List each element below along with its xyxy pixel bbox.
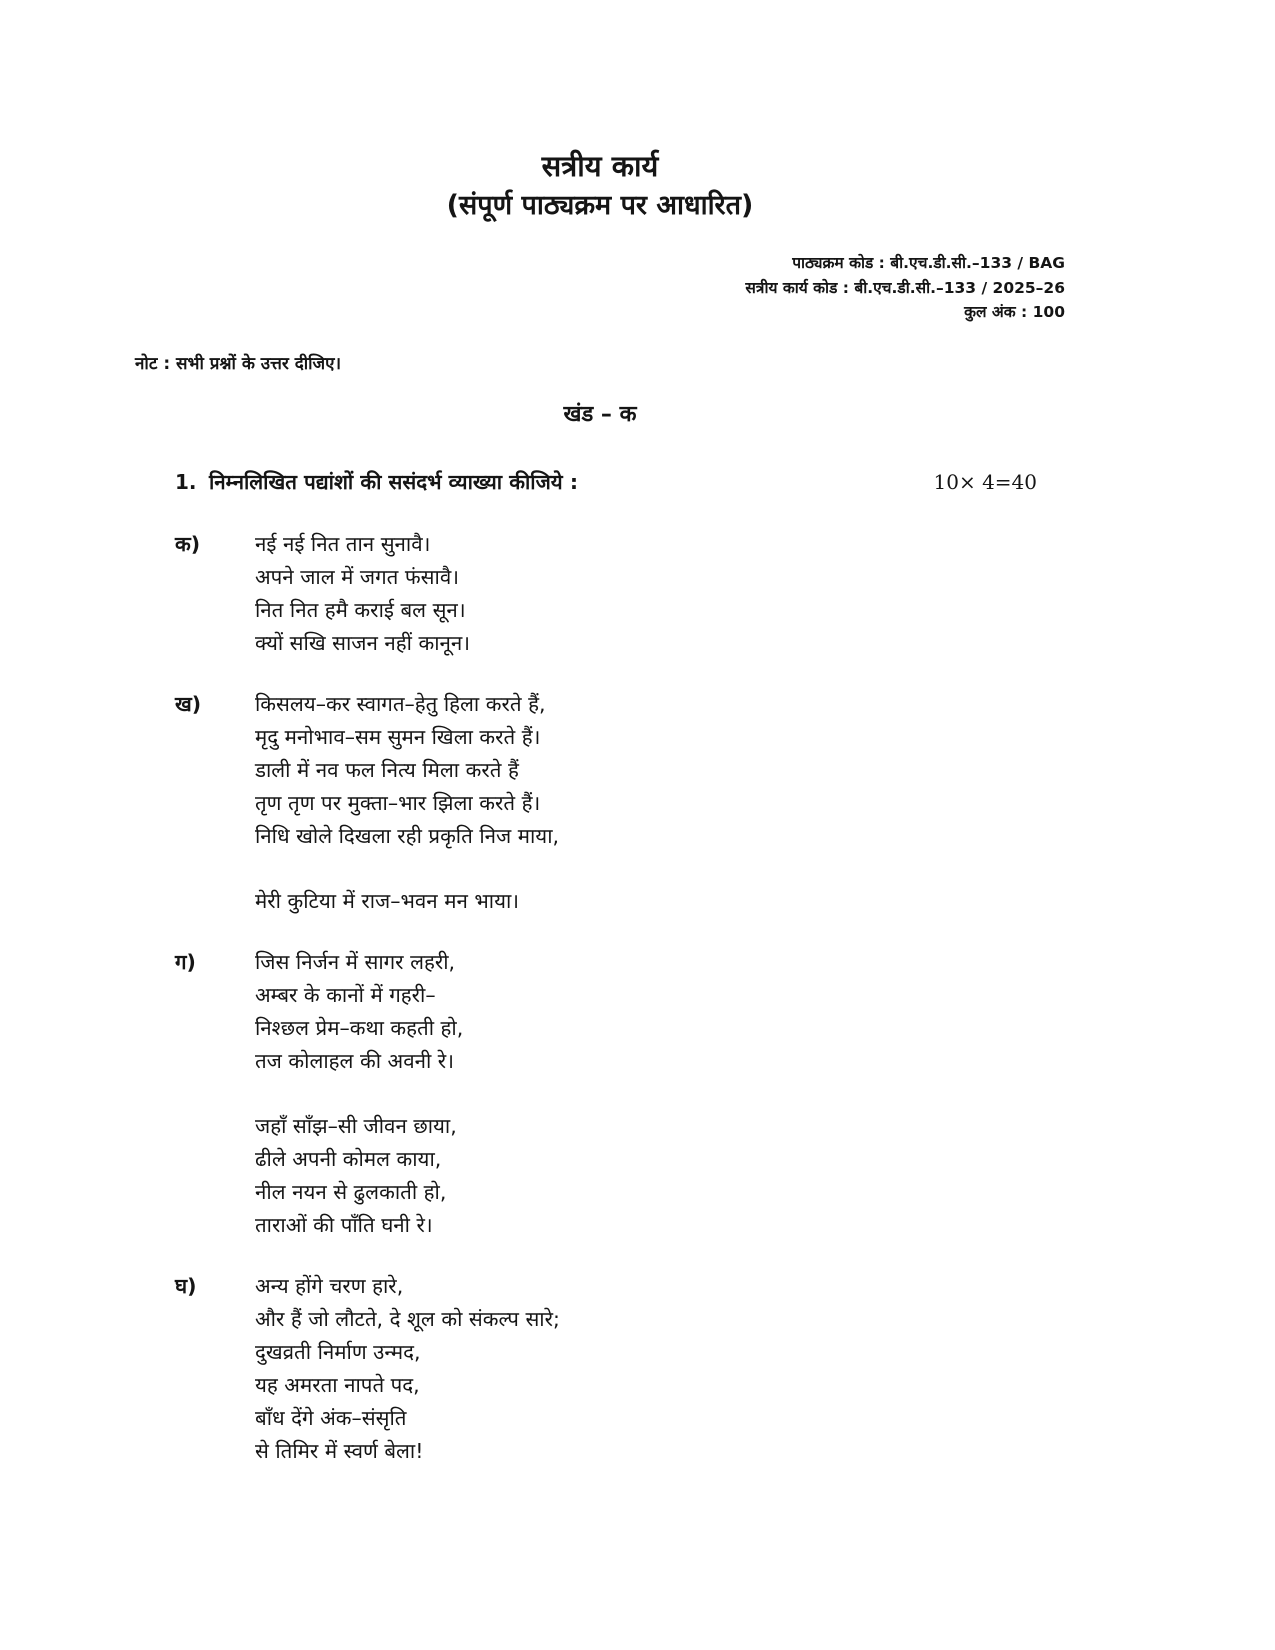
poem-line: निश्छल प्रेम–कथा कहती हो, [255, 1016, 464, 1041]
page-subtitle: (संपूर्ण पाठ्यक्रम पर आधारित) [446, 189, 754, 221]
passages-list [135, 528, 1065, 1468]
poem-line: यह अमरता नापते पद, [255, 1373, 420, 1398]
passage-label: ख) [175, 692, 202, 717]
passage-body [255, 528, 1065, 660]
passage-body [255, 1270, 1065, 1468]
stanza [255, 946, 1065, 1078]
poem-line: नित नित हमै कराई बल सून। [255, 598, 466, 623]
page-title: सत्रीय कार्य [541, 149, 659, 183]
question-text: निम्नलिखित पद्यांशों की ससंदर्भ व्याख्या कीजिये : [209, 470, 579, 495]
poem-line: ताराओं की पाँति घनी रे। [255, 1213, 433, 1238]
passage-label: क) [175, 532, 201, 557]
poem-line: किसलय–कर स्वागत–हेतु हिला करते हैं, [255, 692, 546, 717]
passage-block [175, 688, 1065, 918]
poem-line: जहाँ साँझ–सी जीवन छाया, [255, 1114, 457, 1139]
poem-line: तृण तृण पर मुक्ता–भार झिला करते हैं। [255, 791, 541, 816]
passage-block [175, 1270, 1065, 1468]
poem-line: तज कोलाहल की अवनी रे। [255, 1049, 454, 1074]
poem-line: अपने जाल में जगत फंसावै। [255, 565, 460, 590]
meta-block [135, 251, 1065, 325]
stanza [255, 1270, 1065, 1468]
note-line: नोट : सभी प्रश्नों के उत्तर दीजिए। [135, 354, 342, 375]
question-number: 1. [175, 470, 197, 495]
poem-line: अम्बर के कानों में गहरी– [255, 983, 436, 1008]
poem-line: दुखव्रती निर्माण उन्मद, [255, 1340, 421, 1365]
poem-line: नई नई नित तान सुनावै। [255, 532, 431, 557]
passage-label: ग) [175, 950, 196, 975]
assignment-code: सत्रीय कार्य कोड : बी.एच.डी.सी.–133 / 2025–26 [745, 278, 1065, 297]
passage-block [175, 946, 1065, 1242]
poem-line: डाली में नव फल नित्य मिला करते हैं [255, 758, 519, 783]
poem-line: अन्य होंगे चरण हारे, [255, 1274, 404, 1299]
question-row [135, 468, 1065, 496]
passage-label: घ) [175, 1274, 197, 1299]
passage-body [255, 688, 1065, 918]
poem-line: से तिमिर में स्वर्ण बेला! [255, 1439, 424, 1464]
poem-line: बाँध देंगे अंक–संसृति [255, 1406, 407, 1431]
question-marks: 10× 4=40 [933, 470, 1037, 495]
poem-line: मेरी कुटिया में राज–भवन मन भाया। [255, 889, 520, 914]
poem-line: और हैं जो लौटते, दे शूल को संकल्प सारे; [255, 1307, 560, 1332]
passage-body [255, 946, 1065, 1242]
poem-line: ढीले अपनी कोमल काया, [255, 1147, 442, 1172]
course-code: पाठ्यक्रम कोड : बी.एच.डी.सी.–133 / BAG [792, 253, 1065, 272]
passage-block [175, 528, 1065, 660]
stanza [255, 885, 1065, 918]
stanza [255, 528, 1065, 660]
section-heading: खंड – क [563, 402, 637, 428]
stanza [255, 688, 1065, 853]
poem-line: नील नयन से ढुलकाती हो, [255, 1180, 447, 1205]
stanza [255, 1110, 1065, 1242]
poem-line: क्यों सखि साजन नहीं कानून। [255, 631, 471, 656]
poem-line: जिस निर्जन में सागर लहरी, [255, 950, 456, 975]
total-marks: कुल अंक : 100 [964, 303, 1065, 322]
poem-line: मृदु मनोभाव–सम सुमन खिला करते हैं। [255, 725, 541, 750]
poem-line: निधि खोले दिखला रही प्रकृति निज माया, [255, 824, 560, 849]
